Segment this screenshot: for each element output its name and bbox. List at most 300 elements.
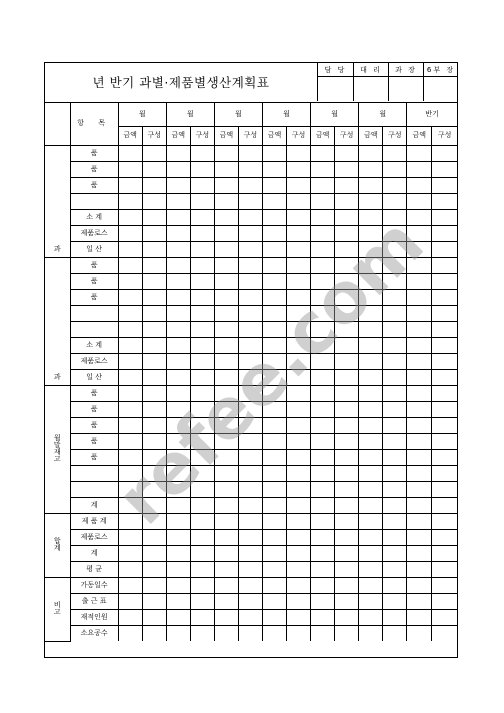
data-cell[interactable] (166, 385, 190, 401)
data-cell[interactable] (166, 449, 190, 465)
data-cell[interactable] (335, 449, 359, 465)
data-cell[interactable] (118, 513, 142, 529)
data-cell[interactable] (359, 369, 383, 385)
data-cell[interactable] (262, 145, 286, 161)
data-cell[interactable] (335, 465, 359, 481)
data-cell[interactable] (311, 497, 335, 513)
data-cell[interactable] (383, 449, 407, 465)
data-cell[interactable] (407, 209, 432, 225)
data-cell[interactable] (166, 273, 190, 289)
data-cell[interactable] (142, 273, 166, 289)
data-cell[interactable] (214, 513, 238, 529)
data-cell[interactable] (166, 145, 190, 161)
data-cell[interactable] (432, 497, 457, 513)
data-cell[interactable] (359, 273, 383, 289)
data-cell[interactable] (166, 193, 190, 209)
data-cell[interactable] (166, 417, 190, 433)
data-cell[interactable] (142, 321, 166, 337)
data-cell[interactable] (190, 385, 214, 401)
data-cell[interactable] (287, 433, 311, 449)
data-cell[interactable] (118, 497, 142, 513)
data-cell[interactable] (407, 177, 432, 193)
data-cell[interactable] (432, 177, 457, 193)
data-cell[interactable] (335, 529, 359, 545)
data-cell[interactable] (383, 497, 407, 513)
data-cell[interactable] (118, 465, 142, 481)
data-cell[interactable] (142, 305, 166, 321)
data-cell[interactable] (432, 401, 457, 417)
data-cell[interactable] (287, 609, 311, 625)
data-cell[interactable] (311, 145, 335, 161)
data-cell[interactable] (311, 401, 335, 417)
data-cell[interactable] (359, 593, 383, 609)
data-cell[interactable] (142, 353, 166, 369)
data-cell[interactable] (142, 513, 166, 529)
data-cell[interactable] (383, 161, 407, 177)
data-cell[interactable] (359, 497, 383, 513)
data-cell[interactable] (432, 417, 457, 433)
data-cell[interactable] (166, 289, 190, 305)
data-cell[interactable] (238, 433, 262, 449)
data-cell[interactable] (383, 385, 407, 401)
data-cell[interactable] (238, 305, 262, 321)
data-cell[interactable] (238, 593, 262, 609)
data-cell[interactable] (166, 257, 190, 273)
data-cell[interactable] (335, 305, 359, 321)
data-cell[interactable] (166, 305, 190, 321)
data-cell[interactable] (335, 145, 359, 161)
data-cell[interactable] (262, 497, 286, 513)
data-cell[interactable] (287, 209, 311, 225)
data-cell[interactable] (359, 353, 383, 369)
data-cell[interactable] (190, 353, 214, 369)
data-cell[interactable] (287, 529, 311, 545)
data-cell[interactable] (383, 241, 407, 257)
data-cell[interactable] (214, 449, 238, 465)
data-cell[interactable] (287, 241, 311, 257)
data-cell[interactable] (238, 177, 262, 193)
data-cell[interactable] (262, 273, 286, 289)
data-cell[interactable] (311, 481, 335, 497)
data-cell[interactable] (118, 193, 142, 209)
data-cell[interactable] (359, 417, 383, 433)
data-cell[interactable] (214, 273, 238, 289)
data-cell[interactable] (142, 449, 166, 465)
data-cell[interactable] (311, 337, 335, 353)
data-cell[interactable] (335, 353, 359, 369)
data-cell[interactable] (432, 577, 457, 593)
data-cell[interactable] (262, 193, 286, 209)
data-cell[interactable] (238, 209, 262, 225)
data-cell[interactable] (238, 529, 262, 545)
data-cell[interactable] (142, 401, 166, 417)
data-cell[interactable] (287, 225, 311, 241)
data-cell[interactable] (238, 465, 262, 481)
data-cell[interactable] (432, 321, 457, 337)
data-cell[interactable] (214, 609, 238, 625)
data-cell[interactable] (118, 593, 142, 609)
data-cell[interactable] (190, 209, 214, 225)
data-cell[interactable] (190, 161, 214, 177)
data-cell[interactable] (142, 481, 166, 497)
data-cell[interactable] (262, 481, 286, 497)
data-cell[interactable] (359, 257, 383, 273)
data-cell[interactable] (166, 561, 190, 577)
data-cell[interactable] (190, 545, 214, 561)
data-cell[interactable] (190, 529, 214, 545)
data-cell[interactable] (407, 529, 432, 545)
data-cell[interactable] (190, 433, 214, 449)
data-cell[interactable] (190, 513, 214, 529)
data-cell[interactable] (359, 625, 383, 641)
data-cell[interactable] (287, 593, 311, 609)
data-cell[interactable] (262, 289, 286, 305)
data-cell[interactable] (335, 417, 359, 433)
data-cell[interactable] (190, 481, 214, 497)
data-cell[interactable] (335, 193, 359, 209)
data-cell[interactable] (118, 289, 142, 305)
data-cell[interactable] (287, 513, 311, 529)
data-cell[interactable] (214, 353, 238, 369)
data-cell[interactable] (432, 593, 457, 609)
data-cell[interactable] (432, 225, 457, 241)
data-cell[interactable] (432, 513, 457, 529)
data-cell[interactable] (190, 625, 214, 641)
data-cell[interactable] (287, 145, 311, 161)
data-cell[interactable] (407, 465, 432, 481)
data-cell[interactable] (359, 561, 383, 577)
data-cell[interactable] (335, 273, 359, 289)
data-cell[interactable] (262, 305, 286, 321)
data-cell[interactable] (238, 193, 262, 209)
data-cell[interactable] (287, 305, 311, 321)
data-cell[interactable] (359, 177, 383, 193)
data-cell[interactable] (262, 561, 286, 577)
data-cell[interactable] (407, 225, 432, 241)
data-cell[interactable] (311, 433, 335, 449)
data-cell[interactable] (335, 161, 359, 177)
data-cell[interactable] (166, 433, 190, 449)
data-cell[interactable] (383, 401, 407, 417)
data-cell[interactable] (142, 193, 166, 209)
data-cell[interactable] (238, 145, 262, 161)
data-cell[interactable] (432, 449, 457, 465)
data-cell[interactable] (262, 465, 286, 481)
data-cell[interactable] (407, 561, 432, 577)
data-cell[interactable] (383, 369, 407, 385)
data-cell[interactable] (118, 209, 142, 225)
data-cell[interactable] (287, 401, 311, 417)
data-cell[interactable] (214, 433, 238, 449)
data-cell[interactable] (287, 369, 311, 385)
data-cell[interactable] (238, 625, 262, 641)
data-cell[interactable] (359, 305, 383, 321)
data-cell[interactable] (118, 385, 142, 401)
data-cell[interactable] (238, 353, 262, 369)
data-cell[interactable] (287, 257, 311, 273)
data-cell[interactable] (335, 257, 359, 273)
data-cell[interactable] (166, 529, 190, 545)
data-cell[interactable] (118, 561, 142, 577)
data-cell[interactable] (214, 145, 238, 161)
data-cell[interactable] (166, 209, 190, 225)
data-cell[interactable] (190, 449, 214, 465)
data-cell[interactable] (118, 449, 142, 465)
data-cell[interactable] (262, 257, 286, 273)
data-cell[interactable] (166, 609, 190, 625)
data-cell[interactable] (432, 241, 457, 257)
data-cell[interactable] (238, 449, 262, 465)
data-cell[interactable] (262, 593, 286, 609)
data-cell[interactable] (383, 625, 407, 641)
data-cell[interactable] (190, 241, 214, 257)
data-cell[interactable] (383, 177, 407, 193)
data-cell[interactable] (407, 273, 432, 289)
data-cell[interactable] (407, 593, 432, 609)
data-cell[interactable] (287, 545, 311, 561)
data-cell[interactable] (142, 609, 166, 625)
data-cell[interactable] (118, 401, 142, 417)
data-cell[interactable] (335, 433, 359, 449)
data-cell[interactable] (190, 465, 214, 481)
data-cell[interactable] (383, 577, 407, 593)
data-cell[interactable] (166, 497, 190, 513)
data-cell[interactable] (214, 369, 238, 385)
data-cell[interactable] (142, 545, 166, 561)
data-cell[interactable] (262, 241, 286, 257)
data-cell[interactable] (118, 353, 142, 369)
data-cell[interactable] (335, 337, 359, 353)
data-cell[interactable] (142, 417, 166, 433)
data-cell[interactable] (190, 177, 214, 193)
data-cell[interactable] (142, 241, 166, 257)
data-cell[interactable] (407, 145, 432, 161)
data-cell[interactable] (383, 561, 407, 577)
data-cell[interactable] (311, 353, 335, 369)
data-cell[interactable] (311, 417, 335, 433)
data-cell[interactable] (262, 161, 286, 177)
data-cell[interactable] (407, 497, 432, 513)
data-cell[interactable] (238, 609, 262, 625)
data-cell[interactable] (359, 209, 383, 225)
data-cell[interactable] (166, 465, 190, 481)
data-cell[interactable] (238, 385, 262, 401)
data-cell[interactable] (118, 145, 142, 161)
data-cell[interactable] (166, 481, 190, 497)
data-cell[interactable] (335, 497, 359, 513)
data-cell[interactable] (118, 369, 142, 385)
data-cell[interactable] (383, 193, 407, 209)
data-cell[interactable] (214, 321, 238, 337)
data-cell[interactable] (311, 321, 335, 337)
data-cell[interactable] (432, 209, 457, 225)
data-cell[interactable] (287, 465, 311, 481)
data-cell[interactable] (383, 145, 407, 161)
data-cell[interactable] (287, 481, 311, 497)
data-cell[interactable] (287, 353, 311, 369)
data-cell[interactable] (238, 161, 262, 177)
data-cell[interactable] (142, 433, 166, 449)
data-cell[interactable] (311, 241, 335, 257)
data-cell[interactable] (214, 465, 238, 481)
data-cell[interactable] (262, 529, 286, 545)
data-cell[interactable] (166, 401, 190, 417)
data-cell[interactable] (359, 513, 383, 529)
data-cell[interactable] (166, 225, 190, 241)
data-cell[interactable] (407, 481, 432, 497)
data-cell[interactable] (383, 273, 407, 289)
data-cell[interactable] (287, 321, 311, 337)
data-cell[interactable] (432, 481, 457, 497)
data-cell[interactable] (383, 481, 407, 497)
data-cell[interactable] (383, 609, 407, 625)
data-cell[interactable] (287, 561, 311, 577)
data-cell[interactable] (383, 513, 407, 529)
data-cell[interactable] (432, 353, 457, 369)
data-cell[interactable] (359, 225, 383, 241)
data-cell[interactable] (214, 161, 238, 177)
data-cell[interactable] (238, 241, 262, 257)
data-cell[interactable] (359, 577, 383, 593)
data-cell[interactable] (142, 465, 166, 481)
data-cell[interactable] (142, 177, 166, 193)
data-cell[interactable] (287, 625, 311, 641)
data-cell[interactable] (432, 257, 457, 273)
data-cell[interactable] (142, 529, 166, 545)
data-cell[interactable] (432, 369, 457, 385)
data-cell[interactable] (142, 561, 166, 577)
data-cell[interactable] (407, 433, 432, 449)
data-cell[interactable] (407, 193, 432, 209)
data-cell[interactable] (142, 369, 166, 385)
data-cell[interactable] (407, 369, 432, 385)
data-cell[interactable] (238, 561, 262, 577)
data-cell[interactable] (335, 209, 359, 225)
data-cell[interactable] (238, 337, 262, 353)
data-cell[interactable] (190, 305, 214, 321)
data-cell[interactable] (311, 161, 335, 177)
data-cell[interactable] (262, 385, 286, 401)
data-cell[interactable] (214, 593, 238, 609)
data-cell[interactable] (311, 273, 335, 289)
data-cell[interactable] (166, 353, 190, 369)
data-cell[interactable] (166, 241, 190, 257)
data-cell[interactable] (407, 385, 432, 401)
data-cell[interactable] (142, 497, 166, 513)
data-cell[interactable] (262, 321, 286, 337)
data-cell[interactable] (407, 577, 432, 593)
data-cell[interactable] (214, 561, 238, 577)
data-cell[interactable] (335, 545, 359, 561)
data-cell[interactable] (287, 337, 311, 353)
data-cell[interactable] (238, 497, 262, 513)
data-cell[interactable] (118, 161, 142, 177)
data-cell[interactable] (118, 305, 142, 321)
data-cell[interactable] (359, 321, 383, 337)
data-cell[interactable] (359, 481, 383, 497)
data-cell[interactable] (190, 289, 214, 305)
data-cell[interactable] (383, 465, 407, 481)
data-cell[interactable] (311, 225, 335, 241)
data-cell[interactable] (118, 257, 142, 273)
data-cell[interactable] (142, 209, 166, 225)
data-cell[interactable] (214, 497, 238, 513)
data-cell[interactable] (238, 417, 262, 433)
data-cell[interactable] (190, 401, 214, 417)
data-cell[interactable] (238, 369, 262, 385)
data-cell[interactable] (287, 449, 311, 465)
data-cell[interactable] (311, 593, 335, 609)
data-cell[interactable] (432, 193, 457, 209)
data-cell[interactable] (407, 545, 432, 561)
data-cell[interactable] (407, 417, 432, 433)
data-cell[interactable] (407, 353, 432, 369)
data-cell[interactable] (359, 465, 383, 481)
data-cell[interactable] (238, 273, 262, 289)
data-cell[interactable] (190, 369, 214, 385)
data-cell[interactable] (287, 161, 311, 177)
data-cell[interactable] (214, 577, 238, 593)
data-cell[interactable] (311, 369, 335, 385)
data-cell[interactable] (262, 177, 286, 193)
data-cell[interactable] (335, 513, 359, 529)
data-cell[interactable] (359, 609, 383, 625)
data-cell[interactable] (190, 593, 214, 609)
data-cell[interactable] (383, 353, 407, 369)
data-cell[interactable] (407, 305, 432, 321)
data-cell[interactable] (359, 433, 383, 449)
data-cell[interactable] (142, 145, 166, 161)
data-cell[interactable] (262, 545, 286, 561)
data-cell[interactable] (335, 241, 359, 257)
data-cell[interactable] (383, 545, 407, 561)
data-cell[interactable] (359, 337, 383, 353)
data-cell[interactable] (166, 513, 190, 529)
data-cell[interactable] (383, 305, 407, 321)
data-cell[interactable] (432, 305, 457, 321)
data-cell[interactable] (118, 417, 142, 433)
data-cell[interactable] (335, 401, 359, 417)
data-cell[interactable] (359, 449, 383, 465)
data-cell[interactable] (262, 513, 286, 529)
data-cell[interactable] (383, 417, 407, 433)
data-cell[interactable] (142, 225, 166, 241)
data-cell[interactable] (190, 225, 214, 241)
data-cell[interactable] (407, 449, 432, 465)
data-cell[interactable] (287, 577, 311, 593)
data-cell[interactable] (238, 401, 262, 417)
data-cell[interactable] (432, 609, 457, 625)
data-cell[interactable] (407, 161, 432, 177)
data-cell[interactable] (142, 577, 166, 593)
data-cell[interactable] (407, 625, 432, 641)
data-cell[interactable] (383, 321, 407, 337)
data-cell[interactable] (311, 449, 335, 465)
approval-cell[interactable] (353, 63, 388, 101)
data-cell[interactable] (287, 273, 311, 289)
data-cell[interactable] (166, 321, 190, 337)
data-cell[interactable] (214, 209, 238, 225)
data-cell[interactable] (383, 225, 407, 241)
data-cell[interactable] (311, 625, 335, 641)
data-cell[interactable] (335, 577, 359, 593)
data-cell[interactable] (118, 625, 142, 641)
data-cell[interactable] (335, 481, 359, 497)
data-cell[interactable] (214, 241, 238, 257)
data-cell[interactable] (287, 385, 311, 401)
data-cell[interactable] (142, 257, 166, 273)
data-cell[interactable] (432, 465, 457, 481)
